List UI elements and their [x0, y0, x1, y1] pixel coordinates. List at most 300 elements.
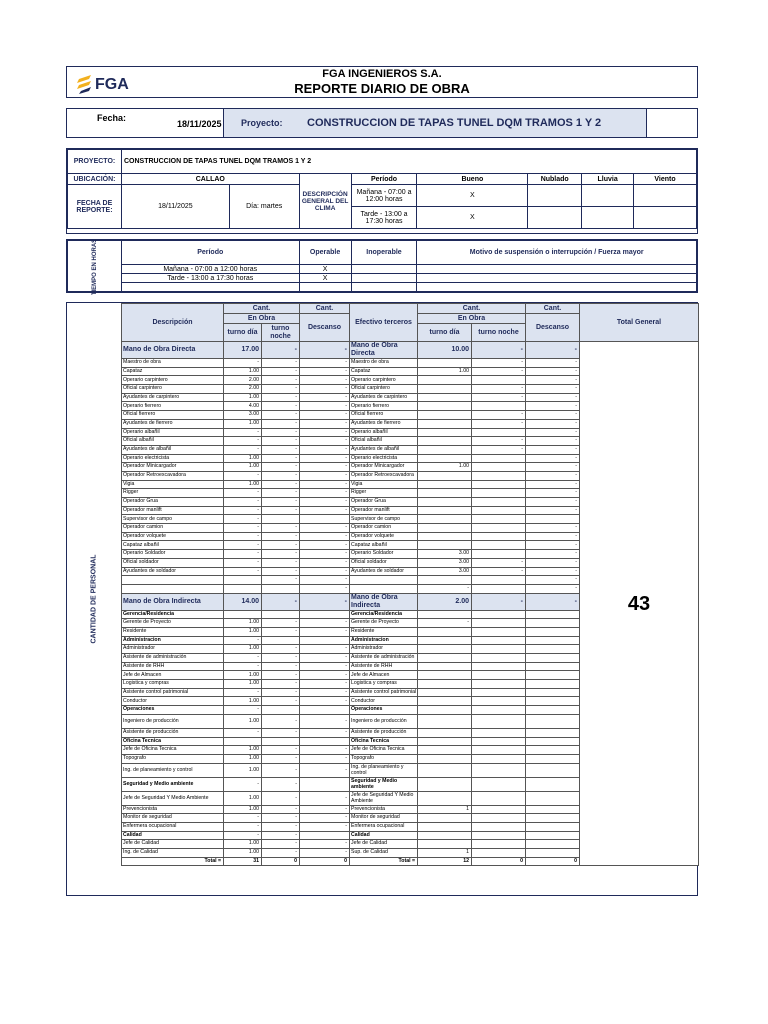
table-cell: Operador camion — [350, 524, 418, 533]
table-cell: Operario carpintero — [350, 376, 418, 385]
table-cell: - — [262, 419, 300, 428]
table-cell: - — [300, 584, 350, 593]
table-cell: - — [224, 822, 262, 831]
table-cell: - — [472, 419, 526, 428]
table-cell: Operario fierrero — [122, 402, 224, 411]
table-cell: Ayudantes de fierrero — [122, 419, 224, 428]
motivo-header: Motivo de suspensión o interrupción / Fuerza mayor — [417, 241, 697, 265]
table-cell: - — [224, 706, 262, 715]
operable-manana: X — [299, 265, 351, 274]
table-cell: Ayudantes de carpintero — [122, 393, 224, 402]
table-cell: - — [300, 654, 350, 663]
table-cell — [418, 524, 472, 533]
table-cell — [526, 754, 580, 763]
table-cell: 1.00 — [224, 645, 262, 654]
company-name: FGA INGENIEROS S.A. — [322, 68, 442, 80]
table-cell: - — [300, 645, 350, 654]
table-cell: Seguridad y Medio ambiente — [350, 777, 418, 791]
table-cell: - — [224, 654, 262, 663]
table-cell — [418, 437, 472, 446]
table-cell: - — [300, 342, 350, 359]
table-cell: Conductor — [122, 697, 224, 706]
table-cell: 12 — [418, 857, 472, 866]
table-cell: 14.00 — [224, 593, 262, 610]
table-cell: - — [262, 831, 300, 840]
descanso-header-2: Descanso — [526, 314, 580, 342]
table-cell: - — [262, 688, 300, 697]
table-cell — [472, 746, 526, 755]
table-cell — [526, 697, 580, 706]
table-cell: - — [224, 506, 262, 515]
table-cell — [300, 610, 350, 619]
table-cell: - — [526, 480, 580, 489]
table-cell — [300, 777, 350, 791]
table-cell: Vigia — [350, 480, 418, 489]
table-cell — [472, 737, 526, 746]
table-cell: - — [262, 385, 300, 394]
table-cell: - — [262, 576, 300, 585]
table-cell: - — [526, 454, 580, 463]
table-cell: - — [526, 419, 580, 428]
table-cell: 0 — [300, 857, 350, 866]
table-cell: - — [526, 489, 580, 498]
table-cell: Operario Soldador — [350, 550, 418, 559]
table-cell: Operario electricista — [350, 454, 418, 463]
enobra-header-2: En Obra — [418, 314, 526, 324]
table-cell — [472, 541, 526, 550]
table-cell: Operario electricista — [122, 454, 224, 463]
table-cell — [472, 763, 526, 777]
table-cell: - — [300, 524, 350, 533]
table-cell: - — [300, 754, 350, 763]
proyecto-label: Proyecto: — [241, 118, 283, 128]
table-cell: Asistente de producción — [350, 728, 418, 737]
table-cell: 1.00 — [224, 627, 262, 636]
table-cell: - — [262, 393, 300, 402]
table-cell — [262, 515, 300, 524]
proyecto-info-label: PROYECTO: — [68, 150, 122, 174]
table-cell — [472, 849, 526, 858]
table-cell: - — [262, 402, 300, 411]
table-cell: Conductor — [350, 697, 418, 706]
dia-value: Día: martes — [229, 185, 299, 229]
table-cell: - — [300, 367, 350, 376]
table-cell: Operario fierrero — [350, 402, 418, 411]
table-cell: - — [262, 489, 300, 498]
table-cell: Oficial fierrero — [350, 411, 418, 420]
table-cell — [472, 671, 526, 680]
table-cell: Seguridad y Medio ambiente — [122, 777, 224, 791]
table-cell: Oficial carpintero — [350, 385, 418, 394]
table-cell — [300, 831, 350, 840]
table-cell: - — [418, 619, 472, 628]
table-cell: - — [526, 402, 580, 411]
table-cell: Jefe de Oficina Tecnica — [122, 746, 224, 755]
table-cell: - — [262, 437, 300, 446]
table-cell: - — [300, 576, 350, 585]
table-cell: Capataz albañil — [122, 541, 224, 550]
table-cell: - — [262, 359, 300, 368]
table-cell — [300, 515, 350, 524]
table-cell — [122, 584, 224, 593]
table-cell — [418, 680, 472, 689]
table-cell: 1.00 — [224, 419, 262, 428]
table-cell: - — [300, 805, 350, 814]
table-cell — [418, 471, 472, 480]
table-cell: - — [526, 437, 580, 446]
table-cell: 1.00 — [224, 714, 262, 728]
table-cell: Oficial fierrero — [122, 411, 224, 420]
table-cell: Operaciones — [350, 706, 418, 715]
table-cell: Gerente de Proyecto — [122, 619, 224, 628]
logo-text: FGA — [95, 76, 129, 93]
table-cell: Calidad — [122, 831, 224, 840]
table-cell: Jefe de Almacen — [350, 671, 418, 680]
table-cell: - — [262, 680, 300, 689]
table-cell: 3.00 — [418, 550, 472, 559]
project-info — [66, 148, 698, 234]
fecha-value: 18/11/2025 — [177, 119, 222, 129]
table-cell: Supervisor de campo — [122, 515, 224, 524]
table-cell — [472, 471, 526, 480]
table-cell — [526, 746, 580, 755]
periodo-tarde: Tarde - 13:00 a 17:30 horas — [351, 207, 417, 229]
table-cell — [418, 791, 472, 805]
table-cell: - — [262, 763, 300, 777]
table-cell — [472, 506, 526, 515]
table-cell: - — [526, 524, 580, 533]
table-cell — [472, 515, 526, 524]
table-cell — [472, 636, 526, 645]
table-cell — [526, 737, 580, 746]
table-cell — [472, 831, 526, 840]
table-cell — [526, 654, 580, 663]
table-cell: Ing. de Calidad — [122, 849, 224, 858]
table-cell — [418, 831, 472, 840]
table-cell: - — [300, 402, 350, 411]
table-cell — [472, 584, 526, 593]
table-cell — [418, 737, 472, 746]
proyecto-value: CONSTRUCCION DE TAPAS TUNEL DQM TRAMOS 1 Y 2 — [307, 117, 602, 129]
table-cell: Residente — [350, 627, 418, 636]
table-cell: - — [300, 411, 350, 420]
table-cell: Supervisor de campo — [350, 515, 418, 524]
table-cell — [472, 463, 526, 472]
table-cell: 1.00 — [418, 367, 472, 376]
table-cell: - — [224, 550, 262, 559]
table-cell: - — [262, 746, 300, 755]
table-cell — [418, 777, 472, 791]
table-cell: Asistente de producción — [122, 728, 224, 737]
table-cell: - — [300, 454, 350, 463]
table-cell: - — [262, 654, 300, 663]
table-cell — [418, 419, 472, 428]
table-cell: Calidad — [350, 831, 418, 840]
table-cell: - — [300, 593, 350, 610]
table-cell: - — [526, 428, 580, 437]
table-cell — [472, 627, 526, 636]
table-cell: - — [224, 532, 262, 541]
table-row — [122, 342, 699, 359]
table-cell: - — [526, 498, 580, 507]
table-cell: - — [526, 393, 580, 402]
table-cell: - — [300, 428, 350, 437]
table-cell — [418, 489, 472, 498]
terceros-header: Efectivo terceros — [350, 304, 418, 342]
table-cell: Vigia — [122, 480, 224, 489]
table-cell: - — [262, 532, 300, 541]
table-cell — [472, 550, 526, 559]
personal-side-label: CANTIDAD DE PERSONAL — [90, 554, 98, 644]
table-cell: - — [472, 567, 526, 576]
table-cell: Oficial albañil — [122, 437, 224, 446]
table-cell: Monitor de seguridad — [350, 814, 418, 823]
personal-side — [67, 303, 121, 895]
table-cell — [418, 576, 472, 585]
table-cell: - — [300, 463, 350, 472]
table-cell: - — [262, 411, 300, 420]
table-cell: Operador Grua — [350, 498, 418, 507]
table-cell — [472, 610, 526, 619]
table-cell: Monitor de seguridad — [122, 814, 224, 823]
table-cell — [526, 777, 580, 791]
table-cell — [526, 728, 580, 737]
table-cell — [418, 376, 472, 385]
table-cell — [526, 814, 580, 823]
desc-header: Descripción — [122, 304, 224, 342]
table-cell: - — [224, 515, 262, 524]
table-cell: - — [262, 791, 300, 805]
table-cell: - — [300, 849, 350, 858]
table-cell: Mano de Obra Indirecta — [122, 593, 224, 610]
table-cell: - — [472, 593, 526, 610]
table-cell: Oficial soldador — [350, 558, 418, 567]
table-cell: 2.00 — [224, 376, 262, 385]
table-cell — [418, 532, 472, 541]
table-cell — [418, 385, 472, 394]
table-cell: Total = — [350, 857, 418, 866]
bueno-tarde-mark: X — [417, 207, 528, 229]
table-cell: - — [526, 506, 580, 515]
table-cell — [472, 662, 526, 671]
table-cell — [418, 480, 472, 489]
table-cell — [300, 706, 350, 715]
table-cell — [418, 840, 472, 849]
table-cell — [418, 671, 472, 680]
table-cell — [472, 680, 526, 689]
table-cell: 1.00 — [224, 791, 262, 805]
table-cell: - — [224, 662, 262, 671]
table-cell: 1.00 — [224, 463, 262, 472]
table-cell: 10.00 — [418, 342, 472, 359]
table-cell — [472, 645, 526, 654]
table-cell: 1.00 — [224, 697, 262, 706]
table-cell: 2.00 — [224, 385, 262, 394]
total-general-header: Total General — [580, 304, 699, 342]
tiempo-en-horas — [66, 238, 698, 296]
table-cell: - — [262, 558, 300, 567]
table-cell: Operador camion — [122, 524, 224, 533]
table-cell: Gerencia/Residencia — [350, 610, 418, 619]
table-cell: - — [418, 584, 472, 593]
table-cell: Ayudantes de albañil — [122, 445, 224, 454]
table-cell: - — [262, 541, 300, 550]
clima-lluvia: Lluvia — [582, 174, 634, 185]
table-cell — [418, 428, 472, 437]
table-cell: 0 — [526, 857, 580, 866]
table-cell: - — [300, 541, 350, 550]
table-cell — [262, 737, 300, 746]
table-cell: Asistente control patrimonial — [122, 688, 224, 697]
table-cell: - — [262, 645, 300, 654]
table-cell: - — [526, 567, 580, 576]
periodo-manana: Mañana - 07:00 a 12:00 horas — [351, 185, 417, 207]
table-cell: - — [262, 550, 300, 559]
table-cell: - — [472, 342, 526, 359]
table-cell: - — [262, 593, 300, 610]
table-cell: - — [472, 411, 526, 420]
table-cell: Ayudantes de soldador — [350, 567, 418, 576]
table-cell: 1.00 — [224, 367, 262, 376]
table-cell: - — [526, 359, 580, 368]
table-cell: - — [300, 567, 350, 576]
table-cell — [472, 619, 526, 628]
table-cell: - — [224, 567, 262, 576]
table-cell: - — [262, 428, 300, 437]
table-cell: - — [526, 550, 580, 559]
table-cell: - — [262, 714, 300, 728]
table-cell: - — [472, 367, 526, 376]
table-cell — [418, 359, 472, 368]
noche-header-2: turno noche — [472, 324, 526, 342]
table-cell: Enfermera ocupacional — [122, 822, 224, 831]
operable-tarde: X — [299, 274, 351, 283]
table-cell: 31 — [224, 857, 262, 866]
table-cell: Topografo — [350, 754, 418, 763]
table-cell — [472, 524, 526, 533]
table-cell — [472, 532, 526, 541]
noche-header-1: turno noche — [262, 324, 300, 342]
table-cell: 1.00 — [224, 454, 262, 463]
table-cell: Enfermera ocupacional — [350, 822, 418, 831]
table-cell — [472, 791, 526, 805]
table-cell: Jefe de Calidad — [122, 840, 224, 849]
table-cell: - — [300, 385, 350, 394]
fecha-reporte-label: FECHA DE REPORTE: — [68, 185, 122, 229]
table-cell: Administrador — [122, 645, 224, 654]
table-cell: Total = — [122, 857, 224, 866]
table-cell: - — [300, 697, 350, 706]
table-cell: - — [262, 728, 300, 737]
table-cell — [472, 754, 526, 763]
table-cell: Maestro de obra — [122, 359, 224, 368]
table-cell: Operador Minicargador — [350, 463, 418, 472]
table-cell: Operario carpintero — [122, 376, 224, 385]
table-cell: Sup. de Calidad — [350, 849, 418, 858]
table-cell: Operario albañil — [122, 428, 224, 437]
table-cell — [418, 627, 472, 636]
ubicacion-label: UBICACIÓN: — [68, 174, 122, 185]
personal-rows — [122, 342, 699, 866]
table-cell — [472, 480, 526, 489]
table-cell: - — [262, 840, 300, 849]
table-cell: - — [224, 814, 262, 823]
table-cell: - — [262, 567, 300, 576]
table-cell — [262, 706, 300, 715]
table-cell — [418, 763, 472, 777]
table-cell: 1.00 — [224, 840, 262, 849]
table-cell: - — [300, 445, 350, 454]
table-cell — [418, 645, 472, 654]
table-cell: 1.00 — [224, 619, 262, 628]
ubicacion-value: CALLAO — [121, 174, 299, 185]
table-cell — [418, 610, 472, 619]
table-cell: Ayudantes de soldador — [122, 567, 224, 576]
table-cell: - — [526, 445, 580, 454]
table-cell — [526, 840, 580, 849]
table-cell — [418, 411, 472, 420]
table-cell — [472, 576, 526, 585]
table-cell: - — [262, 454, 300, 463]
table-cell — [350, 576, 418, 585]
table-cell: - — [224, 541, 262, 550]
table-cell — [418, 445, 472, 454]
proyecto-info-value: CONSTRUCCION DE TAPAS TUNEL DQM TRAMOS 1 Y 2 — [121, 150, 696, 174]
table-cell: Prevencionista — [122, 805, 224, 814]
table-cell: - — [262, 506, 300, 515]
table-cell: - — [300, 532, 350, 541]
table-cell: - — [262, 697, 300, 706]
table-cell: - — [224, 359, 262, 368]
table-cell — [472, 706, 526, 715]
table-cell: - — [262, 376, 300, 385]
fecha-reporte-value: 18/11/2025 — [121, 185, 229, 229]
table-cell — [418, 814, 472, 823]
table-cell: Operario Soldador — [122, 550, 224, 559]
table-cell: - — [472, 359, 526, 368]
table-cell: 1.00 — [224, 754, 262, 763]
table-cell: 1.00 — [224, 849, 262, 858]
table-cell: Logistica y compras — [350, 680, 418, 689]
table-cell: 1 — [418, 849, 472, 858]
table-cell: - — [262, 342, 300, 359]
table-cell: 1 — [418, 805, 472, 814]
table-cell: Operaciones — [122, 706, 224, 715]
table-cell: - — [262, 777, 300, 791]
table-cell: Logistica y compras — [122, 680, 224, 689]
table-cell: - — [262, 619, 300, 628]
operable-header: Operable — [299, 241, 351, 265]
table-cell: - — [300, 728, 350, 737]
table-cell — [300, 737, 350, 746]
table-cell: 1.00 — [224, 805, 262, 814]
table-cell: - — [300, 376, 350, 385]
table-cell — [418, 654, 472, 663]
table-cell — [300, 636, 350, 645]
table-cell: - — [300, 763, 350, 777]
table-cell: - — [300, 471, 350, 480]
table-cell: - — [526, 376, 580, 385]
table-cell — [418, 728, 472, 737]
cant-header-3: Cant. — [418, 304, 526, 314]
table-cell — [472, 822, 526, 831]
table-cell — [526, 680, 580, 689]
table-cell: 1.00 — [418, 463, 472, 472]
periodo-header: Período — [351, 174, 417, 185]
fecha-label: Fecha: — [97, 113, 127, 123]
table-cell: - — [300, 627, 350, 636]
table-cell: Oficial soldador — [122, 558, 224, 567]
